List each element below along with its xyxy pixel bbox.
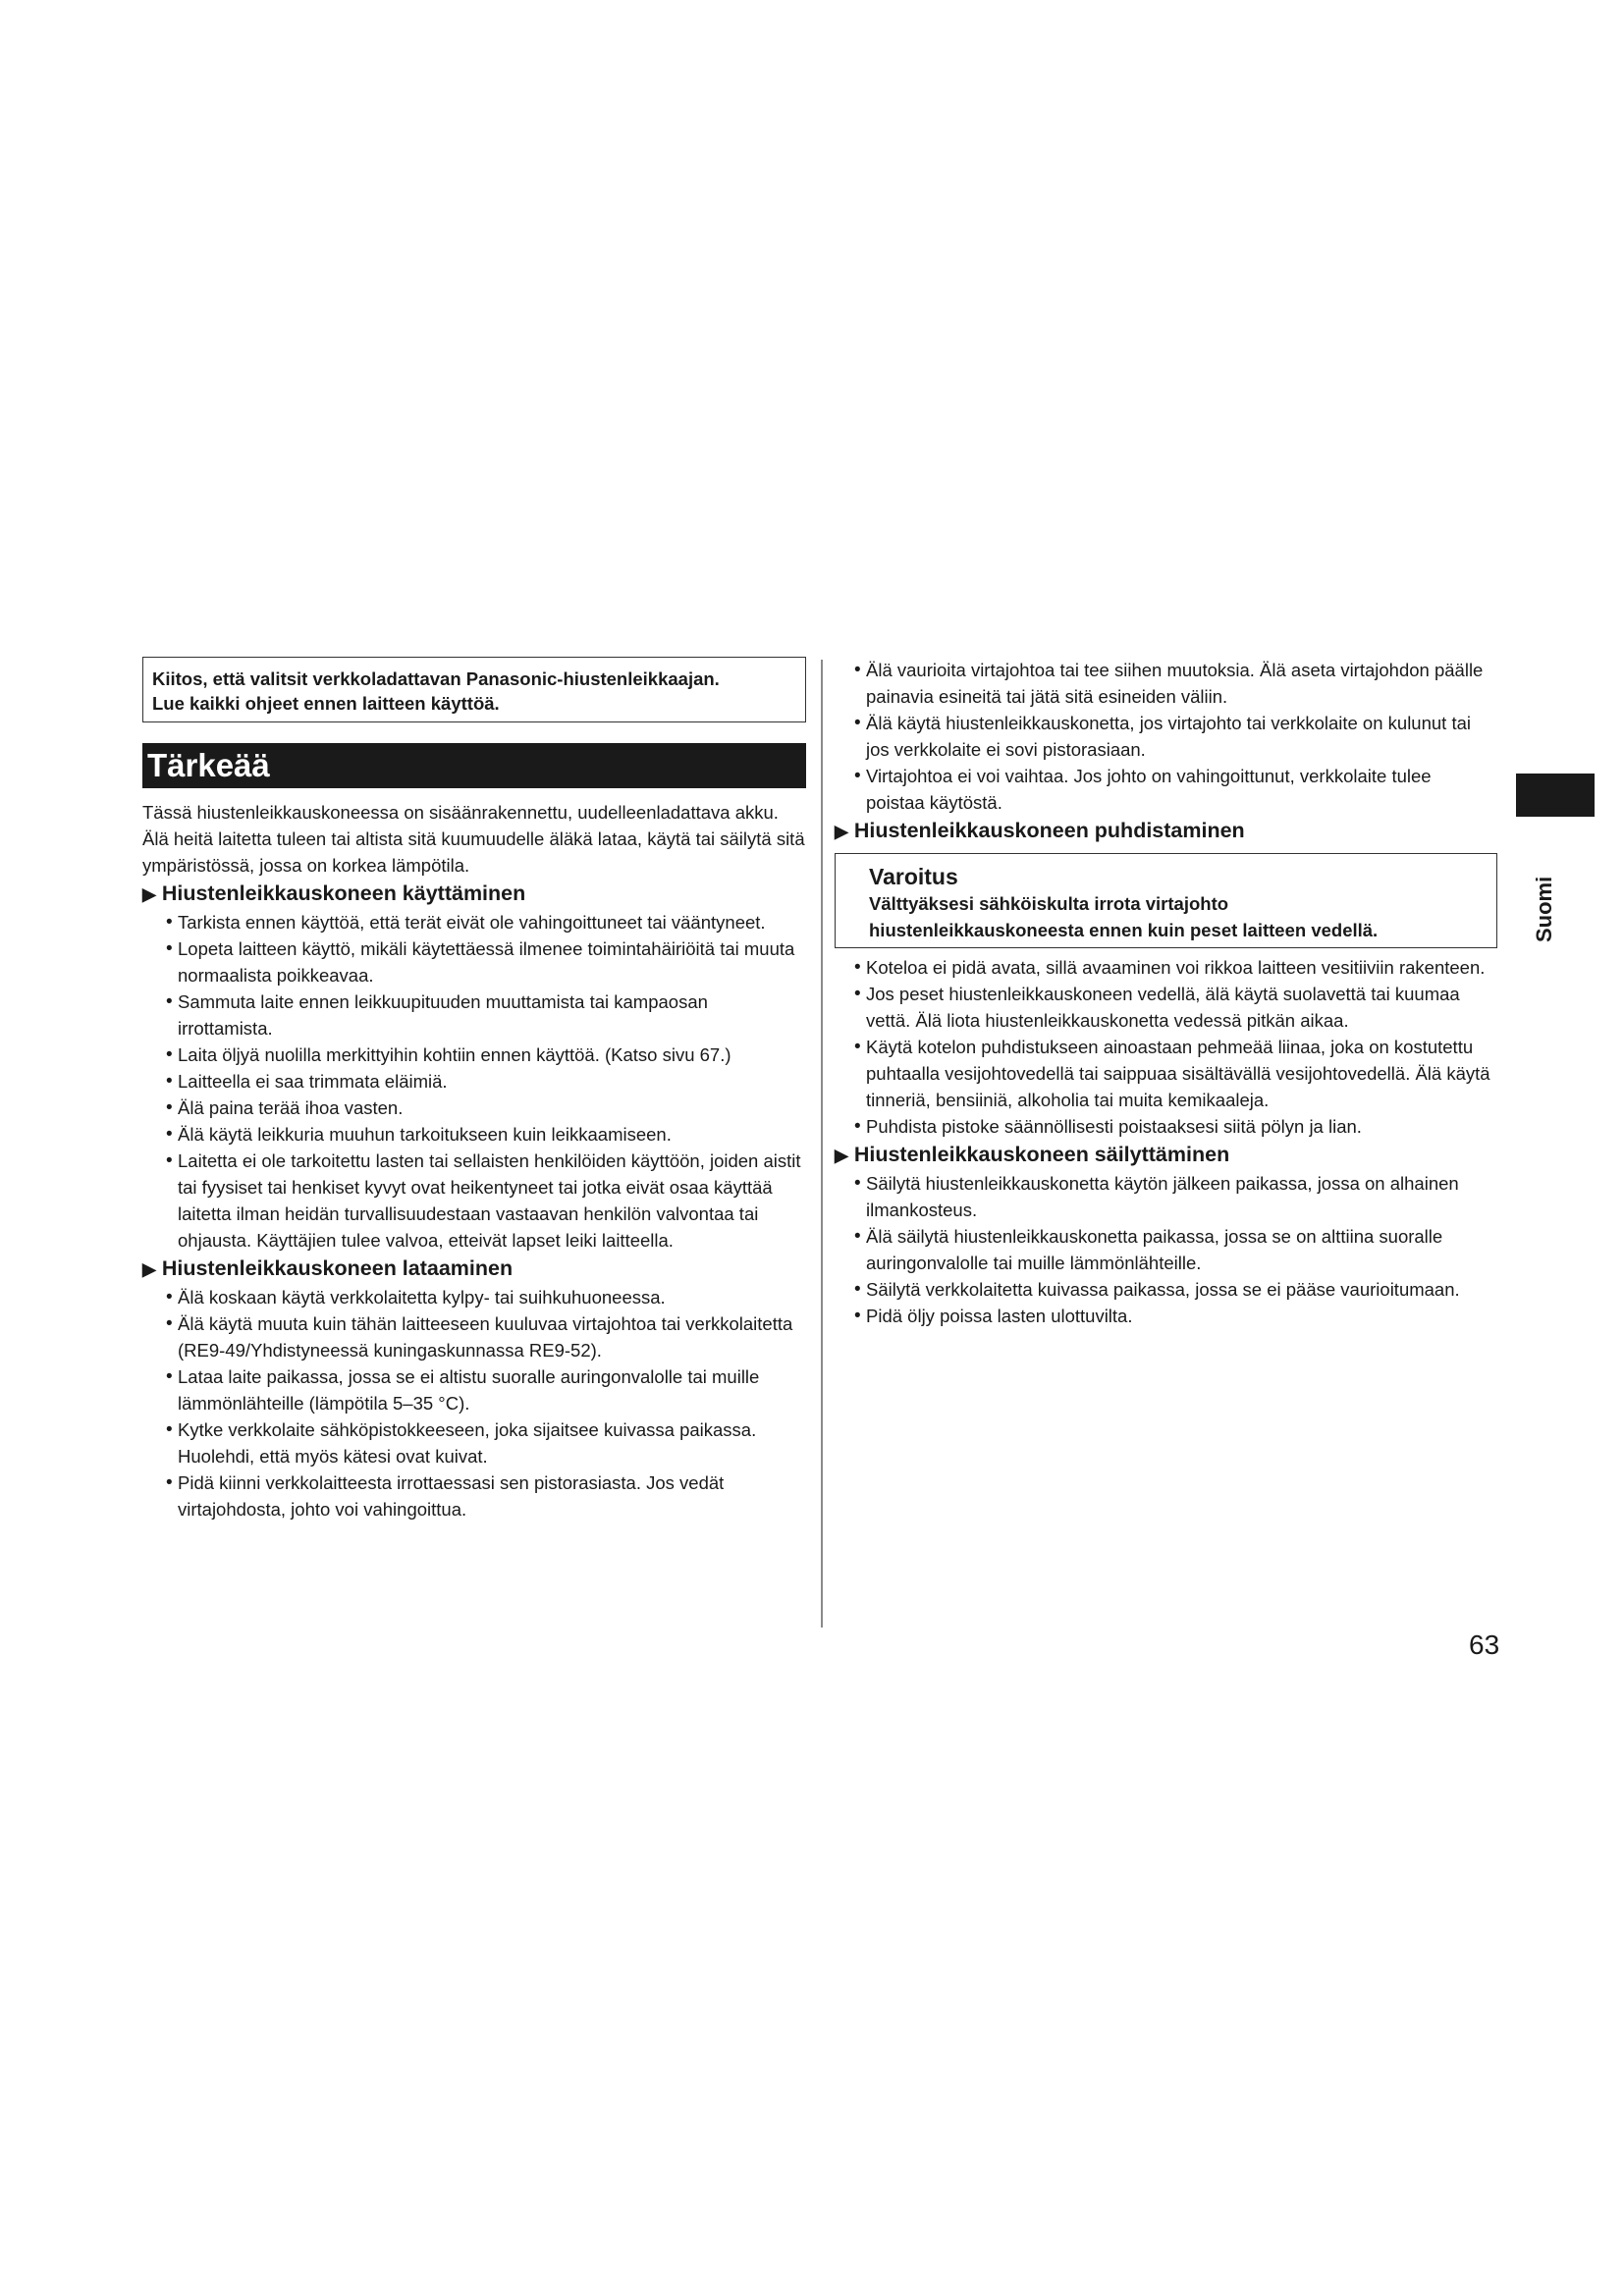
- charging-list: [142, 1284, 806, 1522]
- list-item: • Käytä kotelon puhdistukseen ainoastaan pehmeää liinaa, joka on kostutettu puhtaalla vesijohtovedellä tai saippuaa sisältävällä vesijohtovedellä. Älä käytä tinneriä, bensiiniä, alkoholia tai muita kemikaaleja.: [835, 1034, 1492, 1113]
- warning-text-line1: Välttyäksesi sähköiskulta irrota virtajohto: [869, 893, 1229, 914]
- list-item: • Älä käytä leikkuria muuhun tarkoitukseen kuin leikkaamiseen.: [142, 1121, 806, 1148]
- list-item: • Laitetta ei ole tarkoitettu lasten tai sellaisten henkilöiden käyttöön, joiden aistit tai fyysiset tai henkiset kyvyt ovat heikentyneet tai jotka eivät osaa käyttää laitetta ilman heidän turvallisuudestaan vastaavan henkilön valvontaa tai ohjausta. Käyttäjien tulee valvoa, etteivät lapset leiki laitteella.: [142, 1148, 806, 1254]
- list-item: • Koteloa ei pidä avata, sillä avaaminen voi rikkoa laitteen vesitiiviin rakenteen.: [835, 954, 1492, 981]
- list-item: • Älä käytä muuta kuin tähän laitteeseen kuuluvaa virtajohtoa tai verkkolaitetta (RE9-49/Yhdistyneessä kuningaskunnassa RE9-52).: [142, 1310, 806, 1363]
- column-divider: [821, 660, 823, 1628]
- list-item: • Pidä kiinni verkkolaitteesta irrottaessasi sen pistorasiasta. Jos vedät virtajohdosta, johto voi vahingoittua.: [142, 1469, 806, 1522]
- section-usage-title-text: Hiustenleikkauskoneen käyttäminen: [161, 881, 526, 905]
- intro-box: [142, 657, 806, 722]
- cleaning-list: [835, 954, 1492, 1140]
- section-cleaning-title-text: Hiustenleikkauskoneen puhdistaminen: [853, 819, 1245, 842]
- section-charging-title: [142, 1255, 806, 1283]
- arrow-right-icon: ▶: [835, 822, 848, 841]
- important-heading: Tärkeää: [142, 743, 806, 788]
- arrow-right-icon: ▶: [142, 884, 156, 904]
- storage-list: [835, 1170, 1492, 1329]
- intro-read-instructions: Lue kaikki ohjeet ennen laitteen käyttöä.: [152, 693, 500, 714]
- warning-box: [835, 853, 1497, 948]
- list-item: • Älä koskaan käytä verkkolaitetta kylpy- tai suihkuhuoneessa.: [142, 1284, 806, 1310]
- list-item: • Älä vaurioita virtajohtoa tai tee siihen muutoksia. Älä aseta virtajohdon päälle painavia esineitä tai jätä sitä esineiden väliin.: [835, 657, 1492, 710]
- list-item: • Älä säilytä hiustenleikkauskonetta paikassa, jossa se on alttiina suoralle auringonvalolle tai muille lämmönlähteille.: [835, 1223, 1492, 1276]
- section-storage-title-text: Hiustenleikkauskoneen säilyttäminen: [853, 1143, 1230, 1166]
- arrow-right-icon: ▶: [835, 1146, 848, 1165]
- list-item: • Pidä öljy poissa lasten ulottuvilta.: [835, 1303, 1492, 1329]
- list-item: • Jos peset hiustenleikkauskoneen vedellä, älä käytä suolavettä tai kuumaa vettä. Älä liota hiustenleikkauskonetta vedessä pitkän aikaa.: [835, 981, 1492, 1034]
- list-item: • Älä paina terää ihoa vasten.: [142, 1095, 806, 1121]
- section-cleaning-title: [835, 818, 1492, 845]
- arrow-right-icon: ▶: [142, 1259, 156, 1279]
- list-item: • Tarkista ennen käyttöä, että terät eivät ole vahingoittuneet tai vääntyneet.: [142, 909, 806, 935]
- list-item: • Säilytä hiustenleikkauskonetta käytön jälkeen paikassa, jossa on alhainen ilmankosteus.: [835, 1170, 1492, 1223]
- right-column: [835, 657, 1492, 1329]
- page-number: 63: [1469, 1629, 1500, 1660]
- list-item: • Laita öljyä nuolilla merkittyihin kohtiin ennen käyttöä. (Katso sivu 67.): [142, 1041, 806, 1068]
- list-item: • Kytke verkkolaite sähköpistokkeeseen, joka sijaitsee kuivassa paikassa. Huolehdi, että myös kätesi ovat kuivat.: [142, 1416, 806, 1469]
- important-paragraph: Tässä hiustenleikkauskoneessa on sisäänrakennettu, uudelleenladattava akku. Älä heitä laitetta tuleen tai altista sitä kuumuudelle äläkä lataa, käytä tai säilytä sitä ympäristössä, jossa on korkea lämpötila.: [142, 802, 805, 876]
- left-column: [142, 657, 806, 1522]
- list-item: • Säilytä verkkolaitetta kuivassa paikassa, jossa se ei pääse vaurioitumaan.: [835, 1276, 1492, 1303]
- list-item: • Virtajohtoa ei voi vaihtaa. Jos johto on vahingoittunut, verkkolaite tulee poistaa käytöstä.: [835, 763, 1492, 816]
- section-charging-title-text: Hiustenleikkauskoneen lataaminen: [161, 1256, 514, 1280]
- list-item: • Lataa laite paikassa, jossa se ei altistu suoralle auringonvalolle tai muille lämmönlähteille (lämpötila 5–35 °C).: [142, 1363, 806, 1416]
- list-item: • Sammuta laite ennen leikkuupituuden muuttamista tai kampaosan irrottamista.: [142, 988, 806, 1041]
- warning-text-line2: hiustenleikkauskoneesta ennen kuin peset laitteen vedellä.: [869, 920, 1379, 940]
- intro-thanks: Kiitos, että valitsit verkkoladattavan Panasonic-hiustenleikkaajan.: [152, 668, 720, 689]
- language-label: Suomi: [1532, 876, 1556, 942]
- language-tab-marker: [1516, 774, 1595, 817]
- charging-list-continued: [835, 657, 1492, 816]
- section-storage-title: [835, 1142, 1492, 1169]
- list-item: • Puhdista pistoke säännöllisesti poistaaksesi siitä pölyn ja lian.: [835, 1113, 1492, 1140]
- list-item: • Älä käytä hiustenleikkauskonetta, jos virtajohto tai verkkolaite on kulunut tai jos verkkolaite ei sovi pistorasiaan.: [835, 710, 1492, 763]
- list-item: • Lopeta laitteen käyttö, mikäli käytettäessä ilmenee toimintahäiriöitä tai muuta normaalista poikkeavaa.: [142, 935, 806, 988]
- warning-title: Varoitus: [869, 864, 958, 889]
- usage-list: [142, 909, 806, 1254]
- list-item: • Laitteella ei saa trimmata eläimiä.: [142, 1068, 806, 1095]
- section-usage-title: [142, 881, 806, 908]
